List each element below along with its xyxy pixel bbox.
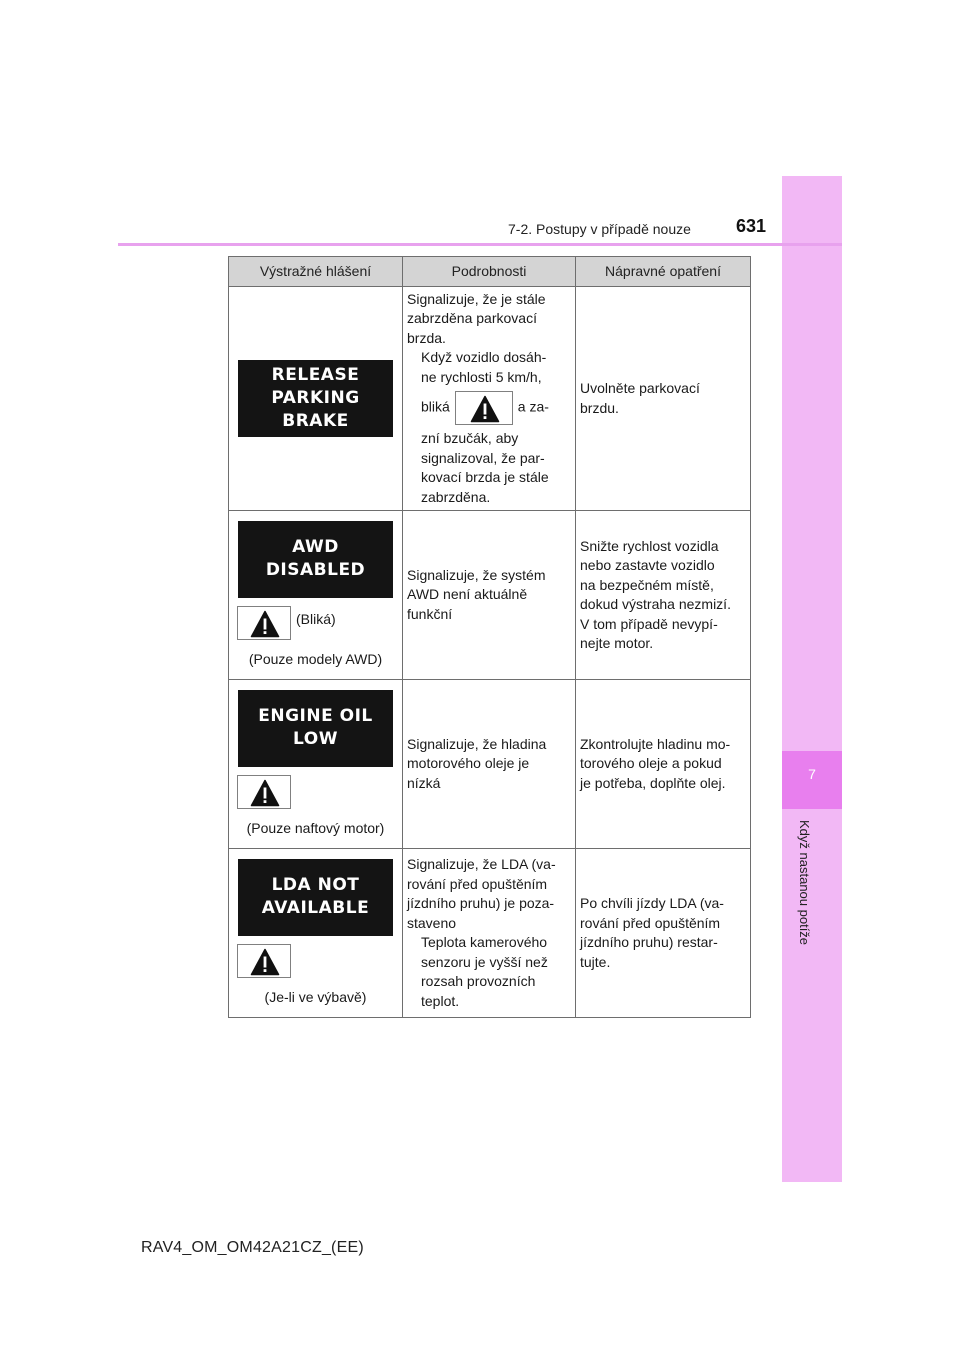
details-cell: Signalizuje, že systém AWD není aktuálně funkční <box>403 511 576 680</box>
column-header: Výstražné hlášení <box>229 257 403 287</box>
warning-triangle-icon <box>455 391 513 425</box>
column-header: Podrobnosti <box>403 257 576 287</box>
action-cell: Uvolněte parkovací brzdu. <box>576 287 751 511</box>
warning-display: AWD DISABLED <box>238 521 393 598</box>
model-note: (Pouze naftový motor) <box>246 819 385 836</box>
details-cell: Signalizuje, že je stále zabrzděna parkovací brzda. Když vozidlo dosáh- ne rychlosti 5 km/h, bliká a za- zní bzučák, aby signalizoval, že par- kovací brzda je stále zabrzděna. <box>403 287 576 511</box>
header-rule <box>118 243 842 246</box>
details-cell: Signalizuje, že hladina motorového oleje je nízká <box>403 680 576 849</box>
section-title: 7-2. Postupy v případě nouze <box>508 221 691 237</box>
table-row <box>229 511 751 680</box>
action-cell: Po chvíli jízdy LDA (va- rování před opuštěním jízdního pruhu) restar- tujte. <box>576 849 751 1018</box>
document-code: RAV4_OM_OM42A21CZ_(EE) <box>141 1239 364 1256</box>
table-header-row <box>229 257 751 287</box>
warning-display-cell <box>229 680 403 849</box>
chapter-title: Když nastanou potíže <box>797 820 812 946</box>
column-header: Nápravné opatření <box>576 257 751 287</box>
warning-display: LDA NOT AVAILABLE <box>238 859 393 936</box>
warning-display: ENGINE OIL LOW <box>238 690 393 767</box>
model-note: (Je-li ve výbavě) <box>264 988 367 1005</box>
warning-display-cell <box>229 511 403 680</box>
warning-display: RELEASE PARKING BRAKE <box>238 360 393 437</box>
table-row <box>229 849 751 1018</box>
model-note: (Pouze modely AWD) <box>248 650 383 667</box>
warning-triangle-icon <box>237 775 291 809</box>
warning-display-cell <box>229 849 403 1018</box>
action-cell: Snižte rychlost vozidla nebo zastavte vozidlo na bezpečném místě, dokud výstraha nezmizí. V tom případě nevypí- nejte motor. <box>576 511 751 680</box>
chapter-number: 7 <box>782 751 842 809</box>
table-row <box>229 287 751 511</box>
chapter-side-tab <box>782 176 842 1182</box>
warning-triangle-icon <box>237 944 291 978</box>
inline-warning-line: bliká a za- <box>407 391 571 425</box>
icon-caption: (Bliká) <box>296 611 336 627</box>
warning-display-cell <box>229 287 403 511</box>
table-row <box>229 680 751 849</box>
action-cell: Zkontrolujte hladinu mo- torového oleje a pokud je potřeba, doplňte olej. <box>576 680 751 849</box>
details-cell: Signalizuje, že LDA (va- rování před opuštěním jízdního pruhu) je poza- staveno Teplota kamerového senzoru je vyšší než rozsah provozních teplot. <box>403 849 576 1018</box>
page-number: 631 <box>736 216 767 236</box>
warning-messages-table <box>228 256 751 1018</box>
warning-triangle-icon <box>237 606 291 640</box>
